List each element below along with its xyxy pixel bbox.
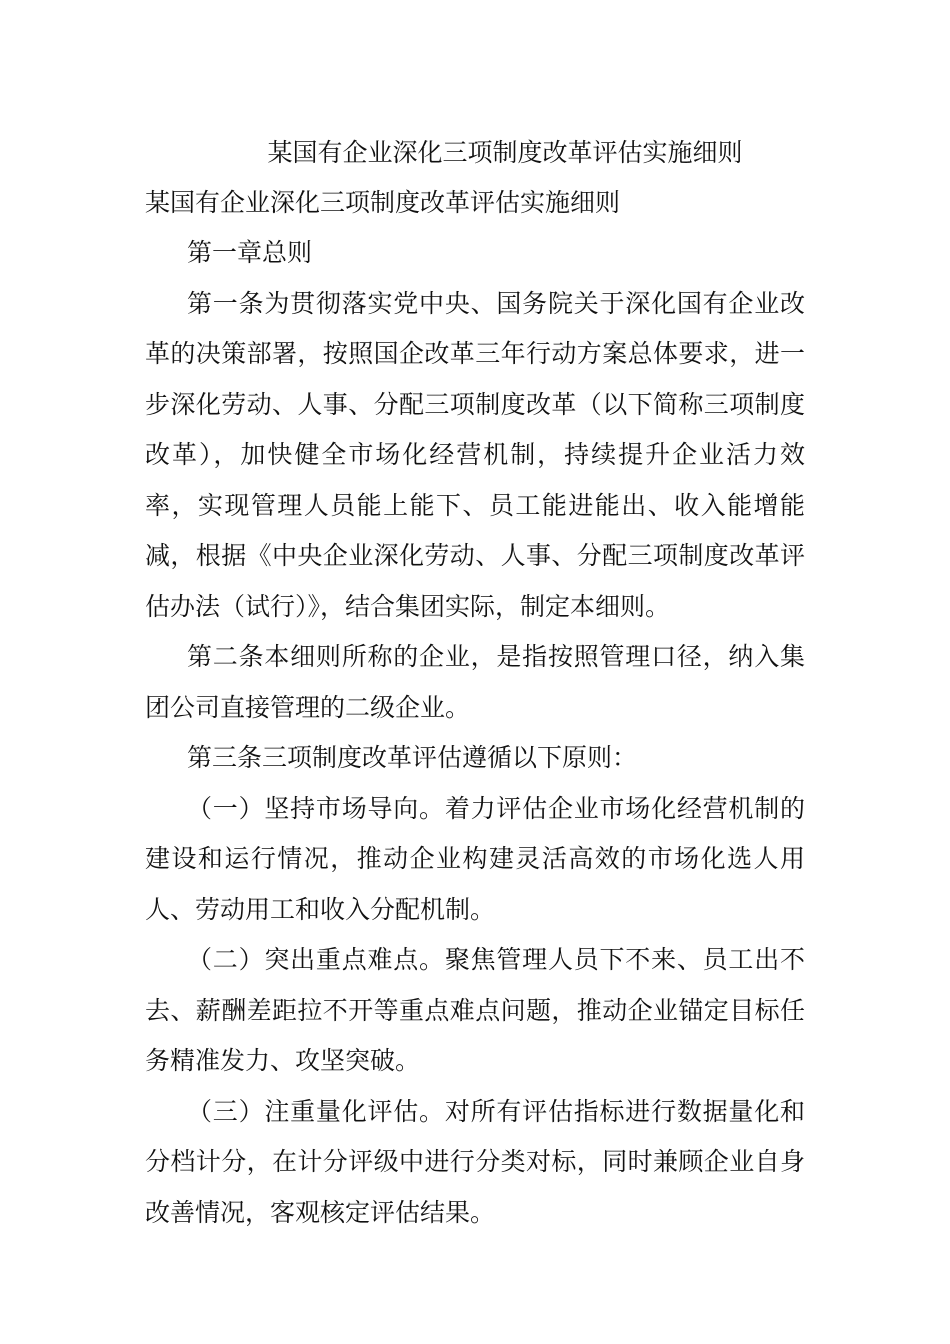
article-1: 第一条为贯彻落实党中央、国务院关于深化国有企业改革的决策部署，按照国企改革三年行动方案总体要求，进一步深化劳动、人事、分配三项制度改革（以下简称三项制度改革），加快健全市场化经营机制，持续提升企业活力效率，实现管理人员能上能下、员工能进能出、收入能增能减，根据《中央企业深化劳动、人事、分配三项制度改革评估办法（试行）》，结合集团实际，制定本细则。 xyxy=(145,288,805,621)
document-title: 某国有企业深化三项制度改革评估实施细则 xyxy=(267,138,743,167)
principle-2: （二）突出重点难点。聚焦管理人员下不来、员工出不去、薪酬差距拉不开等重点难点问题，推动企业锚定目标任务精准发力、攻坚突破。 xyxy=(145,945,805,1075)
principle-1: （一）坚持市场导向。着力评估企业市场化经营机制的建设和运行情况，推动企业构建灵活高效的市场化选人用人、劳动用工和收入分配机制。 xyxy=(145,793,805,924)
article-3: 第三条三项制度改革评估遵循以下原则： xyxy=(187,743,638,772)
article-2: 第二条本细则所称的企业，是指按照管理口径，纳入集团公司直接管理的二级企业。 xyxy=(145,642,805,722)
document-subtitle: 某国有企业深化三项制度改革评估实施细则 xyxy=(145,188,621,217)
chapter-heading: 第一章总则 xyxy=(187,238,313,267)
document-body xyxy=(145,128,805,1238)
principle-3: （三）注重量化评估。对所有评估指标进行数据量化和分档计分，在计分评级中进行分类对标，同时兼顾企业自身改善情况，客观核定评估结果。 xyxy=(145,1096,805,1227)
